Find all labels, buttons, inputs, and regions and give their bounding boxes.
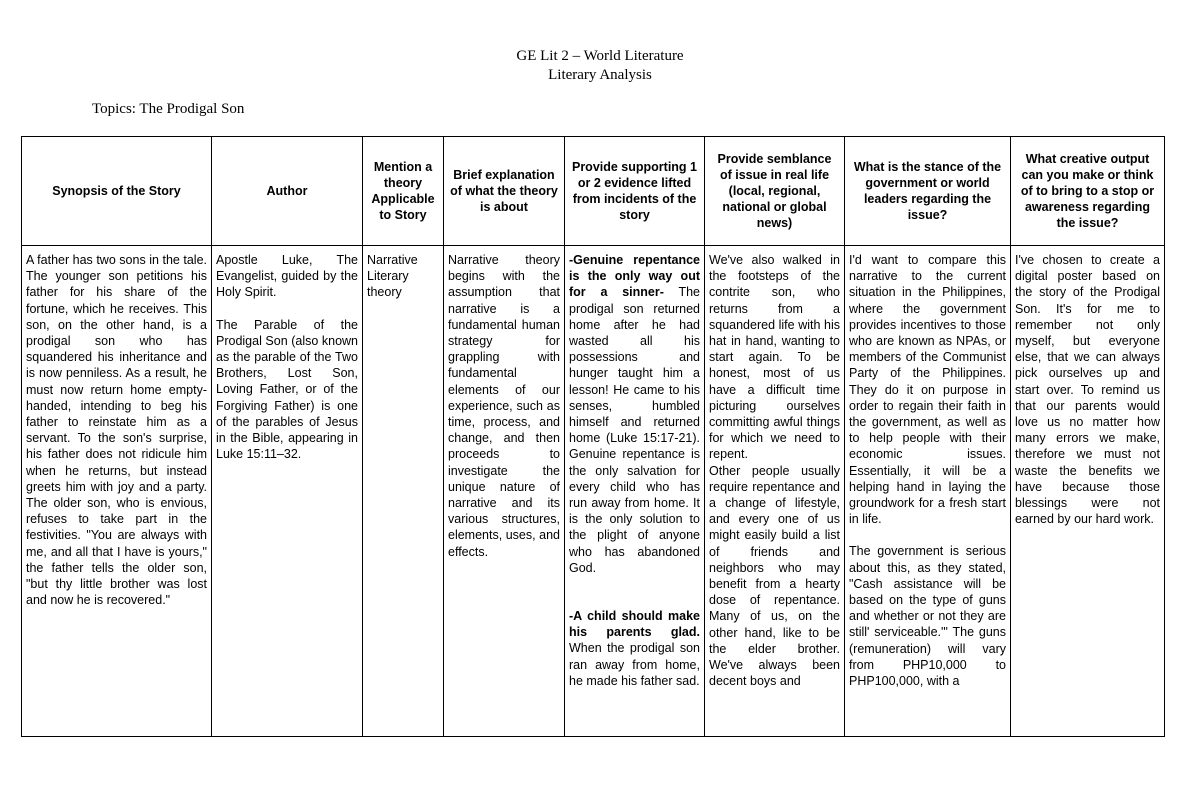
cell-explanation bbox=[444, 246, 565, 737]
cell-synopsis bbox=[22, 246, 212, 737]
cell-issue bbox=[705, 246, 845, 737]
cell-evidence bbox=[565, 246, 705, 737]
header-row bbox=[22, 137, 1165, 246]
document-subtitle: Literary Analysis bbox=[548, 67, 652, 83]
analysis-table bbox=[21, 136, 1165, 737]
theory-text: Narrative Literary theory bbox=[367, 253, 418, 300]
header-stance: What is the stance of the government or world leaders regarding the issue? bbox=[845, 137, 1011, 246]
evidence-2-text: When the prodigal son ran away from home, he made his father sad. bbox=[569, 641, 700, 688]
header-synopsis: Synopsis of the Story bbox=[22, 137, 212, 246]
author-text: Apostle Luke, The Evangelist, guided by the Holy Spirit. bbox=[216, 253, 358, 300]
topics-label: Topics: The Prodigal Son bbox=[92, 101, 245, 117]
header-explanation: Brief explanation of what the theory is about bbox=[444, 137, 565, 246]
header-theory: Mention a theory Applicable to Story bbox=[363, 137, 444, 246]
stance-text-1: I'd want to compare this narrative to the current situation in the Philippines, where the government provides incentives to those who are known as NPAs, or members of the Communist Party of the Philippines. They do it on purpose in order to regain their faith in the government, as well as to help people with their economic issues. Essentially, it will be a helping hand in laying the groundwork for a fresh start in life. bbox=[849, 253, 1006, 527]
document-title: GE Lit 2 – World Literature bbox=[516, 48, 684, 64]
issue-text-1: We've also walked in the footsteps of the contrite son, who returns from a squandered life with his hat in hand, wanting to start again. To be honest, most of us have a difficult time picturing ourselves committing awful things for which we need to repent. bbox=[709, 253, 840, 462]
cell-theory bbox=[363, 246, 444, 737]
evidence-1-heading: -Genuine repentance is the only way out for a sinner- bbox=[569, 253, 700, 300]
evidence-1 bbox=[569, 252, 700, 576]
evidence-2-heading: -A child should make his parents glad. bbox=[569, 609, 700, 640]
cell-stance bbox=[845, 246, 1011, 737]
evidence-1-text: The prodigal son returned home after he had wasted all his possessions and hunger taught him a lesson! He came to his senses, humbled himself and returned home (Luke 15:17-21). Genuine repentance is the only salvation for every child who has run away from home. It is the only solution to the plight of anyone who has abandoned God. bbox=[569, 285, 700, 575]
creative-text: I've chosen to create a digital poster based on the story of the Prodigal Son. It's for me to remember not only myself, but everyone else, that we can always pick ourselves up and start over. To remind us that our parents would love us no matter how many errors we make, therefore we must not waste the benefits we have because those blessings were not earned by our hard work. bbox=[1015, 253, 1160, 527]
header-issue: Provide semblance of issue in real life (local, regional, national or global news) bbox=[705, 137, 845, 246]
header-evidence: Provide supporting 1 or 2 evidence lifted from incidents of the story bbox=[565, 137, 705, 246]
cell-author bbox=[212, 246, 363, 737]
synopsis-text: A father has two sons in the tale. The younger son petitions his father for his share of the fortune, which he receives. This son, on the other hand, is a prodigal son who has squandered his inheritance and is now penniless. As a result, he must now return home empty-handed, intending to beg his father to reinstate him as a servant. To the son's surprise, his father does not ridicule him when he returns, but instead greets him with joy and a party. The older son, who is envious, refuses to take part in the festivities. "You are always with me, and all that I have is yours," the father tells the older son, "but thy little brother was lost and now he is recovered." bbox=[26, 253, 207, 608]
explanation-text: Narrative theory begins with the assumption that narrative is a fundamental human strategy for grappling with fundamental elements of our experience, such as time, process, and change, and then proceeds to investigate the unique nature of narrative and its various structures, elements, uses, and effects. bbox=[448, 253, 560, 559]
parable-text: The Parable of the Prodigal Son (also known as the parable of the Two Brothers, Lost Son, Loving Father, or of the Forgiving Father) is one of the parables of Jesus in the Bible, appearing in Luke 15:11–32. bbox=[216, 317, 358, 462]
header-creative: What creative output can you make or think of to bring to a stop or awareness regarding the issue? bbox=[1011, 137, 1165, 246]
evidence-2 bbox=[569, 608, 700, 689]
table-row bbox=[22, 246, 1165, 737]
cell-creative bbox=[1011, 246, 1165, 737]
header-author: Author bbox=[212, 137, 363, 246]
issue-text-2: Other people usually require repentance and a change of lifestyle, and every one of us might easily build a list of friends and neighbors who may benefit from a hearty dose of repentance. Many of us, on the other hand, like to be the elder brother. We've always been decent boys and bbox=[709, 463, 840, 689]
stance-text-2: The government is serious about this, as they stated, "Cash assistance will be based on the type of guns and whether or not they are still' serviceable.'" The guns (remuneration) will vary from PHP10,000 to PHP100,000, with a bbox=[849, 544, 1006, 689]
